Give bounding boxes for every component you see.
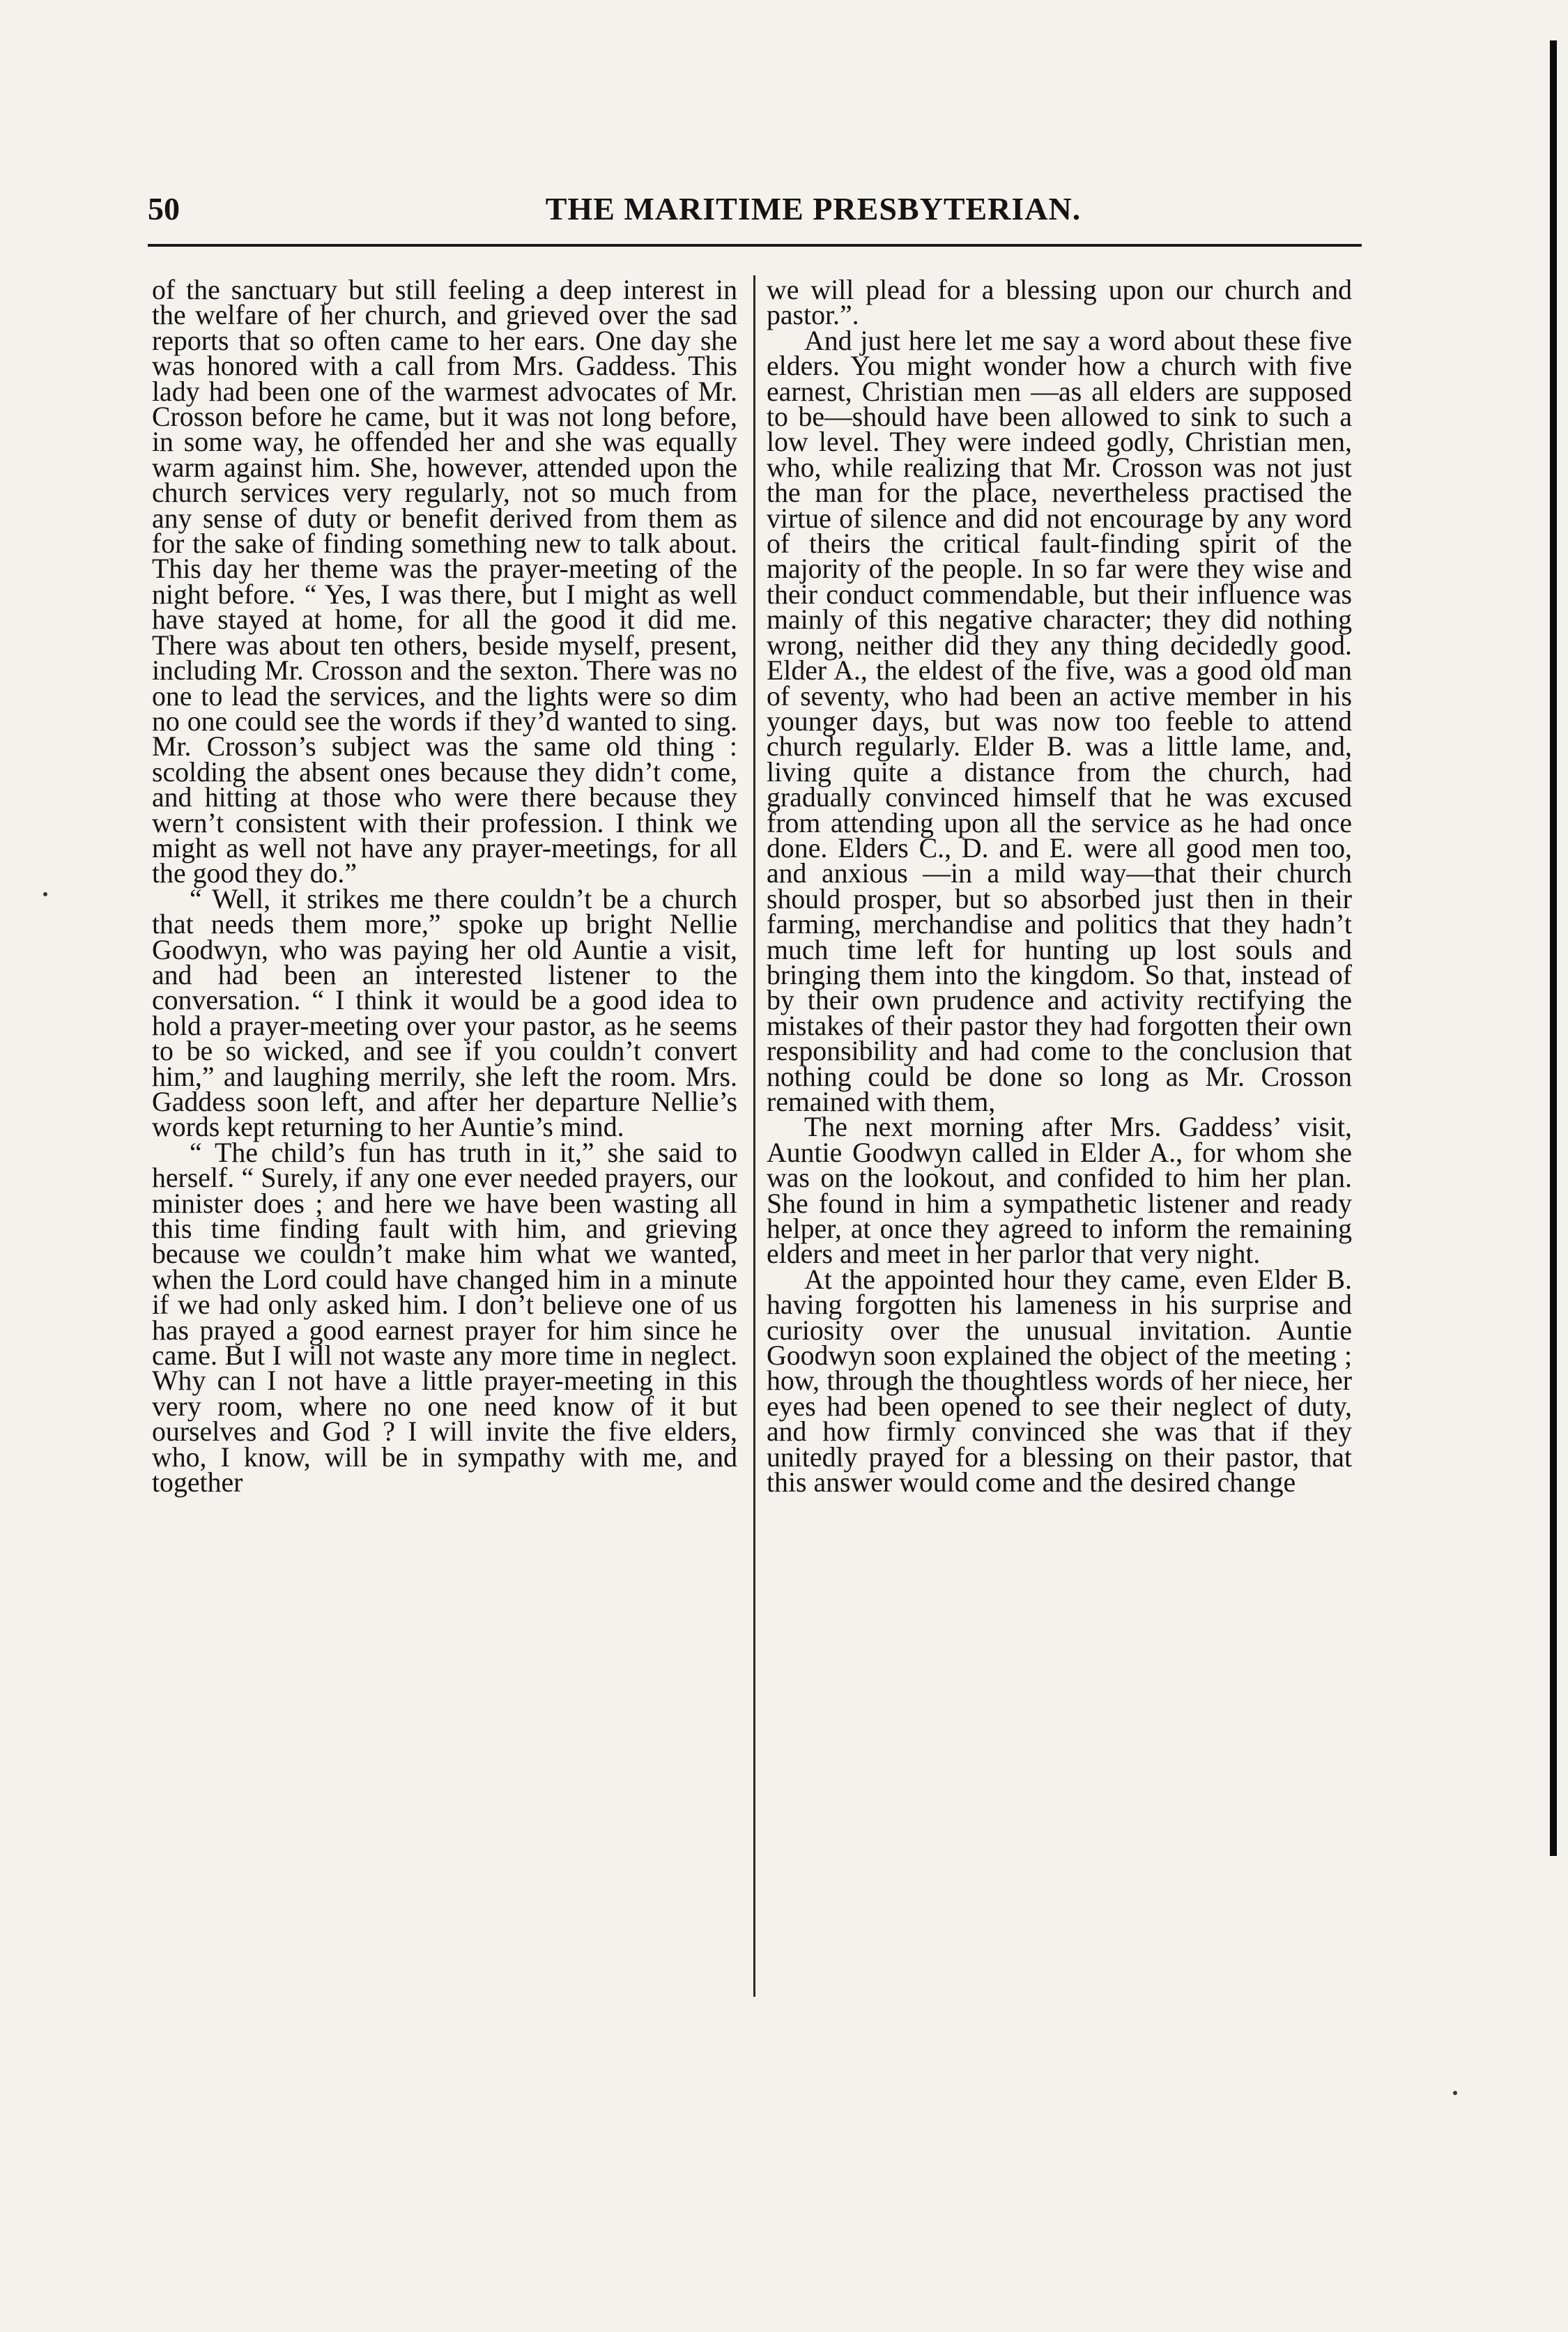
paragraph: At the appointed hour they came, even Elder B. having forgotten his lameness in his surprise and curiosity over the unusual invitation. Auntie Goodwyn soon explained the object of the meeting ; how, through the thoughtless words of her niece, her eyes had been opened to see their neglect of duty, and how firmly convinced she was that if they unitedly prayed for a blessing on their pastor, that this answer would come and the desired change (767, 1264, 1352, 1498)
paragraph: “ The child’s fun has truth in it,” she said to herself. “ Surely, if any one ever needed prayers, our minister does ; and here we have been wasting all this time finding fault with him, and grieving because we couldn’t make him what we wanted, when the Lord could have changed him in a minute if we had only asked him. I don’t believe one of us has prayed a good earnest prayer for him since he came. But I will not waste any more time in neglect. Why can I not have a little prayer-meeting in this very room, where no one need know of it but ourselves and God ? I will invite the five elders, who, I know, will be in sympathy with me, and together (152, 1137, 737, 1498)
paragraph: of the sanctuary but still feeling a deep interest in the welfare of her church, and grieved over the sad reports that so often came to her ears. One day she was honored with a call from Mrs. Gaddess. This lady had been one of the warmest advocates of Mr. Crosson before he came, but it was not long before, in some way, he offended her and she was equally warm against him. She, however, attended upon the church services very regularly, not so much from any sense of duty or benefit derived from them as for the sake of finding something new to talk about. This day her theme was the prayer-meeting of the night before. “ Yes, I was there, but I might as well have stayed at home, for all the good it did me. There was about ten others, beside myself, present, including Mr. Crosson and the sexton. There was no one to lead the services, and the lights were so dim no one could see the words if they’d wanted to sing. Mr. Crosson’s subject was the same old thing : scolding the absent ones because they didn’t come, and hitting at those who were there because they wern’t consistent with their profession. I think we might as well not have any prayer-meetings, for all the good they do.” (152, 277, 737, 889)
scan-edge-line (1550, 40, 1557, 1856)
page-number: 50 (148, 191, 180, 227)
left-column (152, 277, 737, 1992)
journal-title: THE MARITIME PRESBYTERIAN. (545, 191, 1082, 227)
scan-speck (1453, 2091, 1457, 2095)
scan-speck (43, 892, 47, 896)
running-header (148, 188, 1360, 237)
paragraph: And just here let me say a word about these five elders. You might wonder how a church with five earnest, Christian men —as all elders are supposed to be—should have been allowed to sink to such a low level. They were indeed godly, Christian men, who, while realizing that Mr. Crosson was not just the man for the place, nevertheless practised the virtue of silence and did not encourage by any word of theirs the critical fault-finding spirit of the majority of the people. In so far were they wise and their conduct commendable, but their influence was mainly of this negative character; they did nothing wrong, neither did they any thing decidedly good. Elder A., the eldest of the five, was a good old man of seventy, who had been an active member in his younger days, but was now too feeble to attend church regularly. Elder B. was a little lame, and, living quite a distance from the church, had gradually convinced himself that he was excused from attending upon all the service as he had once done. Elders C., D. and E. were all good men too, and anxious —in a mild way—that their church should prosper, but so absorbed just then in their farming, merchandise and politics that they hadn’t much time left for hunting up lost souls and bringing them into the kingdom. So that, instead of by their own prudence and activity rectifying the mistakes of their pastor they had forgotten their own responsibility and had come to the conclusion that nothing could be done so long as Mr. Crosson remained with them, (767, 325, 1352, 1117)
paragraph: we will plead for a blessing upon our church and pastor.”. (767, 277, 1352, 331)
header-rule (148, 244, 1362, 247)
column-divider (753, 275, 755, 1997)
paragraph: “ Well, it strikes me there couldn’t be a church that needs them more,” spoke up bright Nellie Goodwyn, who was paying her old Auntie a visit, and had been an interested listener to the conversation. “ I think it would be a good idea to hold a prayer-meeting over your pastor, as he seems to be so wicked, and see if you couldn’t convert him,” and laughing merrily, she left the room. Mrs. Gaddess soon left, and after her departure Nellie’s words kept returning to her Auntie’s mind. (152, 883, 737, 1143)
right-column (767, 277, 1352, 1992)
paragraph: The next morning after Mrs. Gaddess’ visit, Auntie Goodwyn called in Elder A., for whom she was on the lookout, and confided to him her plan. She found in him a sympathetic listener and ready helper, at once they agreed to inform the remaining elders and meet in her parlor that very night. (767, 1112, 1352, 1270)
